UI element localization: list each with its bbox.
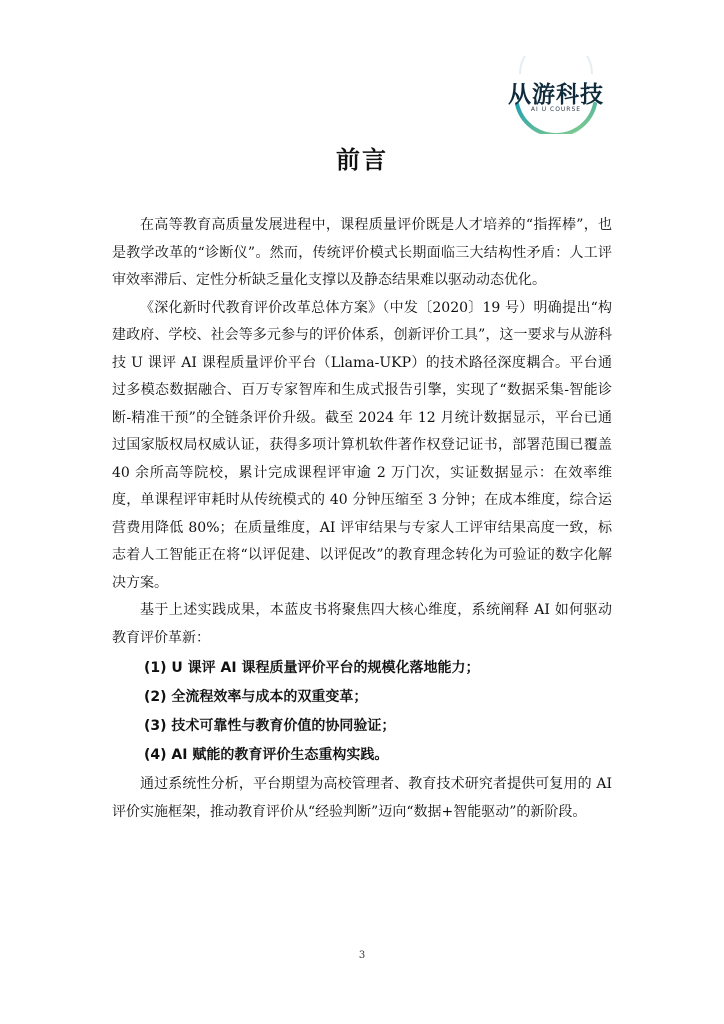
page-title: 前言 (336, 146, 388, 174)
logo-subtitle: AI U COURSE (530, 106, 582, 113)
paragraph-1: 在高等教育高质量发展进程中，课程质量评价既是人才培养的“指挥棒”，也是教学改革的“诊断仪”。然而，传统评价模式长期面临三大结构性矛盾：人工评审效率滞后、定性分析缺乏量化支撑以及静态结果难以驱动动态优化。 (112, 217, 612, 288)
company-logo (500, 56, 612, 134)
closing-paragraph: 通过系统性分析，平台期望为高校管理者、教育技术研究者提供可复用的 AI 评价实施框架，推动教育评价从“经验判断”迈向“数据+智能驱动”的新阶段。 (112, 776, 612, 820)
paragraph-3: 基于上述实践成果，本蓝皮书将聚焦四大核心维度，系统阐释 AI 如何驱动教育评价革新： (112, 602, 612, 646)
list-item: (4) AI 赋能的教育评价生态重构实践。 (144, 747, 389, 763)
preface-body (112, 212, 612, 826)
paragraph-2: 《深化新时代教育评价改革总体方案》（中发〔2020〕19 号）明确提出“构建政府、学校、社会等多元参与的评价体系，创新评价工具”，这一要求与从游科技 U 课评 AI 课程质量评价平台（Llama-UKP）的技术路径深度耦合。平台通过多模态数据融合、百万专家智库和生成式报告引擎，实现了“数据采集-智能诊断-精准干预”的全链条评价升级。截至 2024 年 12 月统计数据显示，平台已通过国家版权局权威认证，获得多项计算机软件著作权登记证书，部署范围已覆盖 40 余所高等院校，累计完成课程评审逾 2 万门次，实证数据显示：在效率维度，单课程评审耗时从传统模式的 40 分钟压缩至 3 分钟；在成本维度，综合运营费用降低 80%；在质量维度，AI 评审结果与专家人工评审结果高度一致，标志着人工智能正在将“以评促建、以评促改”的教育理念转化为可验证的数字化解决方案。 (112, 299, 612, 591)
logo-name: 从游科技 (508, 82, 604, 108)
list-item: (1) U 课评 AI 课程质量评价平台的规模化落地能力； (144, 660, 480, 676)
list-item: (3) 技术可靠性与教育价值的协同验证； (144, 718, 396, 734)
list-item: (2) 全流程效率与成本的双重变革； (144, 689, 368, 705)
page-number: 3 (358, 950, 366, 961)
